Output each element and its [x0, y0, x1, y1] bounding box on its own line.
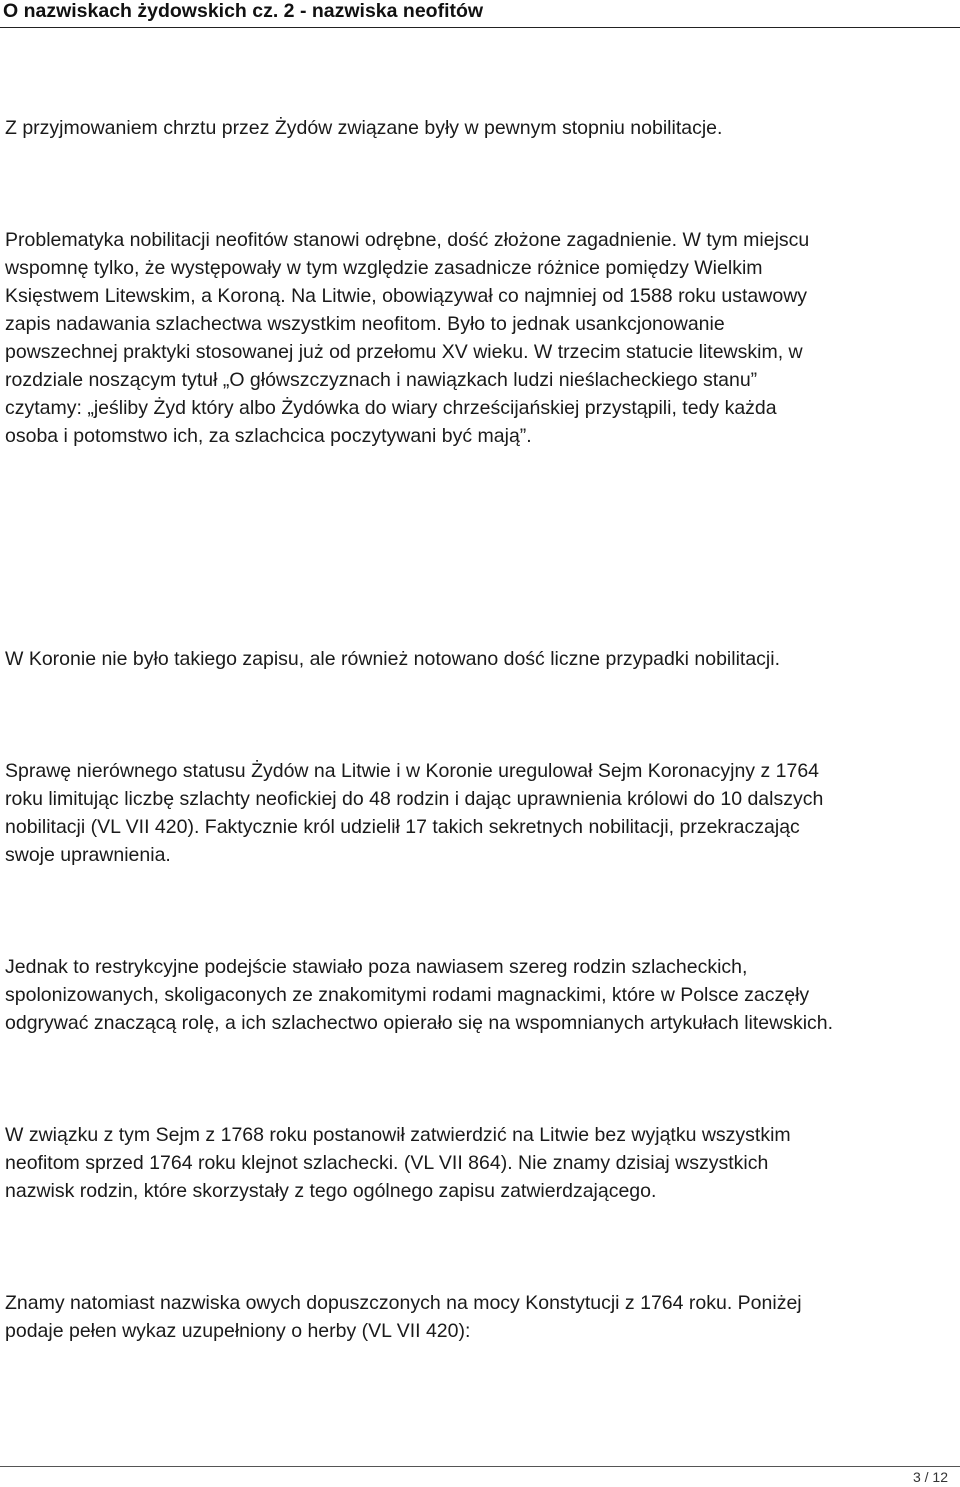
paragraph-sejm-1768	[5, 1121, 955, 1205]
text-line: podaje pełen wykaz uzupełniony o herby (VL VII 420):	[5, 1320, 471, 1342]
text-line: W Koronie nie było takiego zapisu, ale również notowano dość liczne przypadki nobilitacji.	[5, 648, 781, 670]
text-line: W związku z tym Sejm z 1768 roku postanowił zatwierdzić na Litwie bez wyjątku wszystkim	[5, 1124, 791, 1146]
paragraph-chrzest-nobilitacje	[5, 114, 955, 142]
title-underline	[0, 27, 960, 28]
text-line: Księstwem Litewskim, a Koroną. Na Litwie, obowiązywał co najmniej od 1588 roku ustawowy	[5, 285, 808, 307]
text-line: neofitom sprzed 1764 roku klejnot szlachecki. (VL VII 864). Nie znamy dzisiaj wszystkich	[5, 1152, 769, 1174]
text-line: swoje uprawnienia.	[5, 844, 171, 866]
text-line: Jednak to restrykcyjne podejście stawiało poza nawiasem szereg rodzin szlacheckich,	[5, 956, 748, 978]
text-line: Sprawę nierównego statusu Żydów na Litwie i w Koronie uregulował Sejm Koronacyjny z 1764	[5, 760, 820, 782]
text-line: roku limitując liczbę szlachty neofickiej do 48 rodzin i dając uprawnienia królowi do 10 dalszych	[5, 788, 824, 810]
document-title: O nazwiskach żydowskich cz. 2 - nazwiska neofitów	[3, 0, 484, 22]
text-line: powszechnej praktyki stosowanej już od przełomu XV wieku. W trzecim statucie litewskim, w	[5, 341, 803, 363]
paragraph-restrykcyjne-podejscie	[5, 953, 955, 1037]
text-line: czytamy: „jeśliby Żyd który albo Żydówka do wiary chrześcijańskiej przystąpili, tedy każda	[5, 397, 777, 419]
text-line: nobilitacji (VL VII 420). Faktycznie król udzielił 17 takich sekretnych nobilitacji, przekraczając	[5, 816, 800, 838]
paragraph-korona	[5, 645, 955, 673]
text-line: Znamy natomiast nazwiska owych dopuszczonych na mocy Konstytucji z 1764 roku. Poniżej	[5, 1292, 802, 1314]
text-line: nazwisk rodzin, które skorzystały z tego ogólnego zapisu zatwierdzającego.	[5, 1180, 657, 1202]
text-line: Z przyjmowaniem chrztu przez Żydów związane były w pewnym stopniu nobilitacje.	[5, 117, 723, 139]
page-number: 3 / 12	[912, 1469, 948, 1485]
paragraph-wykaz-nazwisk	[5, 1289, 955, 1345]
text-line: wspomnę tylko, że występowały w tym względzie zasadnicze różnice pomiędzy Wielkim	[5, 257, 763, 279]
text-line: rozdziale noszącym tytuł „O główszczyznach i nawiązkach ludzi nieślacheckiego stanu”	[5, 369, 758, 391]
text-line: osoba i potomstwo ich, za szlachcica poczytywani być mają”.	[5, 425, 532, 447]
text-line: spolonizowanych, skoligaconych ze znakomitymi rodami magnackimi, które w Polsce zaczęły	[5, 984, 810, 1006]
paragraph-sejm-1764	[5, 757, 955, 869]
text-line: odgrywać znaczącą rolę, a ich szlachectwo opierało się na wspomnianych artykułach litewskich.	[5, 1012, 834, 1034]
footer-divider	[0, 1466, 960, 1467]
paragraph-problematyka	[5, 226, 955, 450]
text-line: zapis nadawania szlachectwa wszystkim neofitom. Było to jednak usankcjonowanie	[5, 313, 725, 335]
text-line: Problematyka nobilitacji neofitów stanowi odrębne, dość złożone zagadnienie. W tym miejscu	[5, 229, 810, 251]
